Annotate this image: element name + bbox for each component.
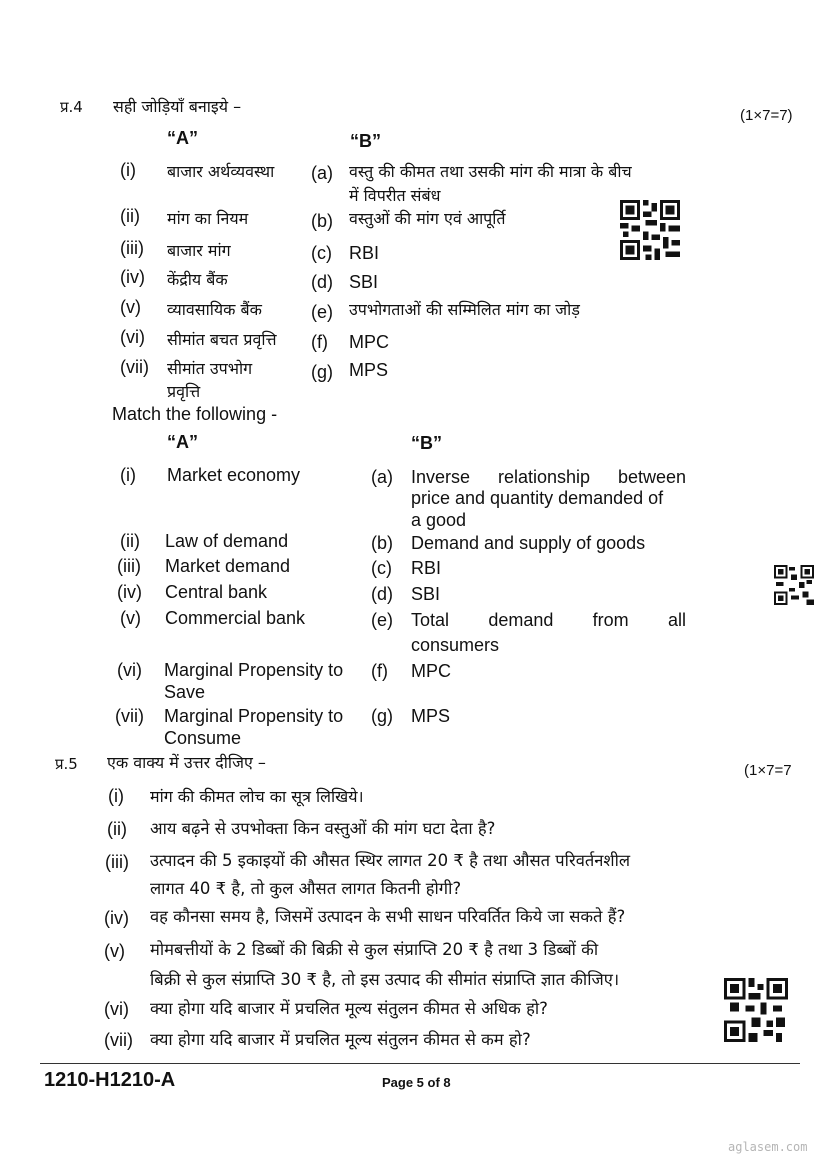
q5-item-7-text: क्या होगा यदि बाजार में प्रचलित मूल्य संतुलन कीमत से कम हो? — [150, 1030, 531, 1049]
hindi-row-7-num: (vii) — [120, 357, 149, 377]
english-row-5-num: (v) — [120, 608, 141, 628]
english-row-4-b: SBI — [411, 584, 441, 604]
q5-item-3-num: (iii) — [105, 852, 129, 872]
english-row-1-b-line2: price and quantity demanded of — [411, 488, 664, 508]
hindi-row-3-letter: (c) — [311, 243, 332, 263]
hindi-row-7-a-line1: सीमांत उपभोग — [167, 359, 253, 378]
english-row-2-b: Demand and supply of goods — [411, 533, 646, 553]
question-5-number: प्र.5 — [55, 755, 78, 773]
q5-item-3-line1: उत्पादन की 5 इकाइयों की औसत स्थिर लागत 20 ₹ है तथा औसत परिवर्तनशील — [150, 851, 631, 870]
hindi-row-7-letter: (g) — [311, 362, 333, 382]
english-row-1-b-line3: a good — [411, 510, 467, 530]
english-row-1-b-line1: Inverse relationship between — [411, 467, 686, 487]
footer-divider — [40, 1063, 800, 1064]
hindi-row-4-b: SBI — [349, 272, 379, 292]
q5-item-6-text: क्या होगा यदि बाजार में प्रचलित मूल्य संतुलन कीमत से अधिक हो? — [150, 999, 548, 1018]
hindi-row-6-b: MPC — [349, 332, 389, 352]
english-row-1-num: (i) — [120, 465, 136, 485]
page-number: Page 5 of 8 — [382, 1075, 451, 1090]
q5-item-6-num: (vi) — [104, 999, 129, 1019]
qr-code-icon — [724, 978, 788, 1042]
hindi-row-7-a-line2: प्रवृत्ति — [167, 382, 201, 401]
english-row-6-letter: (f) — [371, 661, 388, 681]
english-row-1-a: Market economy — [167, 465, 301, 485]
hindi-row-3-b: RBI — [349, 243, 380, 263]
english-row-5-letter: (e) — [371, 610, 393, 630]
q5-item-5-line1: मोमबत्तीयों के 2 डिब्बों की बिक्री से कुल संप्राप्ति 20 ₹ है तथा 3 डिब्बों की — [150, 940, 599, 959]
q5-item-5-num: (v) — [104, 941, 125, 961]
hindi-row-3-a: बाजार मांग — [167, 241, 231, 260]
qr-code-icon — [620, 200, 680, 260]
hindi-row-1-b-line2: में विपरीत संबंध — [349, 186, 441, 205]
q5-item-4-num: (iv) — [104, 908, 129, 928]
english-row-7-num: (vii) — [115, 706, 144, 726]
english-row-1-letter: (a) — [371, 467, 393, 487]
hindi-row-1-num: (i) — [120, 160, 136, 180]
english-row-5-b-line1: Total demand from all — [411, 610, 686, 630]
question-4-instruction-hindi: सही जोड़ियाँ बनाइये – — [113, 97, 242, 116]
q5-item-1-num: (i) — [108, 786, 124, 806]
english-column-a-header: “A” — [167, 432, 198, 452]
english-row-7-a-line2: Consume — [164, 728, 242, 748]
hindi-row-6-a: सीमांत बचत प्रवृत्ति — [167, 330, 277, 349]
q5-item-3-line2: लागत 40 ₹ है, तो कुल औसत लागत कितनी होगी? — [150, 879, 462, 898]
english-row-5-a: Commercial bank — [165, 608, 306, 628]
hindi-row-3-num: (iii) — [120, 238, 144, 258]
english-row-2-a: Law of demand — [165, 531, 289, 551]
english-row-6-a-line2: Save — [164, 682, 206, 702]
english-row-7-letter: (g) — [371, 706, 393, 726]
english-row-7-b: MPS — [411, 706, 451, 726]
hindi-row-2-num: (ii) — [120, 206, 140, 226]
question-4-number: प्र.4 — [60, 98, 83, 116]
english-row-7-a-line1: Marginal Propensity to — [164, 706, 344, 726]
hindi-row-5-b: उपभोगताओं की सम्मिलित मांग का जोड़ — [349, 300, 580, 319]
q5-item-7-num: (vii) — [104, 1030, 133, 1050]
english-row-5-b-line2: consumers — [411, 635, 500, 655]
q5-item-2-text: आय बढ़ने से उपभोक्ता किन वस्तुओं की मांग घटा देता है? — [150, 819, 496, 838]
question-5-instruction: एक वाक्य में उत्तर दीजिए – — [107, 753, 266, 772]
q5-item-1-text: मांग की कीमत लोच का सूत्र लिखिये। — [150, 787, 364, 806]
english-column-b-header: “B” — [411, 433, 442, 453]
hindi-column-a-header: “A” — [167, 128, 198, 148]
paper-code: 1210-H1210-A — [44, 1069, 176, 1091]
english-row-6-num: (vi) — [117, 660, 142, 680]
question-5-marks: (1×7=7 — [744, 762, 792, 779]
question-4-instruction-english: Match the following - — [112, 404, 278, 424]
hindi-row-7-b: MPS — [349, 360, 389, 380]
english-row-3-letter: (c) — [371, 558, 392, 578]
english-row-3-num: (iii) — [117, 556, 141, 576]
hindi-row-6-num: (vi) — [120, 327, 145, 347]
hindi-row-2-a: मांग का नियम — [167, 209, 249, 228]
q5-item-2-num: (ii) — [107, 819, 127, 839]
q5-item-5-line2: बिक्री से कुल संप्राप्ति 30 ₹ है, तो इस उत्पाद की सीमांत संप्राप्ति ज्ञात कीजिए। — [150, 970, 620, 989]
english-row-4-letter: (d) — [371, 584, 393, 604]
hindi-row-6-letter: (f) — [311, 332, 328, 352]
q5-item-4-text: वह कौनसा समय है, जिसमें उत्पादन के सभी साधन परिवर्तित किये जा सकते हैं? — [150, 907, 626, 926]
english-row-6-b: MPC — [411, 661, 451, 681]
english-row-4-num: (iv) — [117, 582, 142, 602]
hindi-row-4-a: केंद्रीय बैंक — [167, 270, 228, 289]
hindi-row-2-letter: (b) — [311, 211, 333, 231]
watermark: aglasem.com — [728, 1140, 808, 1154]
hindi-row-5-num: (v) — [120, 297, 141, 317]
hindi-row-5-letter: (e) — [311, 302, 333, 322]
english-row-4-a: Central bank — [165, 582, 268, 602]
question-4-marks: (1×7=7) — [740, 107, 793, 124]
hindi-row-2-b: वस्तुओं की मांग एवं आपूर्ति — [349, 209, 506, 228]
hindi-column-b-header: “B” — [350, 131, 381, 151]
english-row-2-num: (ii) — [120, 531, 140, 551]
hindi-row-4-num: (iv) — [120, 267, 145, 287]
hindi-row-4-letter: (d) — [311, 272, 333, 292]
english-row-3-b: RBI — [411, 558, 442, 578]
english-row-6-a-line1: Marginal Propensity to — [164, 660, 344, 680]
english-row-3-a: Market demand — [165, 556, 291, 576]
hindi-row-1-b-line1: वस्तु की कीमत तथा उसकी मांग की मात्रा के बीच — [349, 162, 632, 181]
hindi-row-1-a: बाजार अर्थव्यवस्था — [167, 162, 275, 181]
qr-code-icon — [774, 565, 814, 605]
hindi-row-1-letter: (a) — [311, 163, 333, 183]
hindi-row-5-a: व्यावसायिक बैंक — [167, 300, 262, 319]
english-row-2-letter: (b) — [371, 533, 393, 553]
